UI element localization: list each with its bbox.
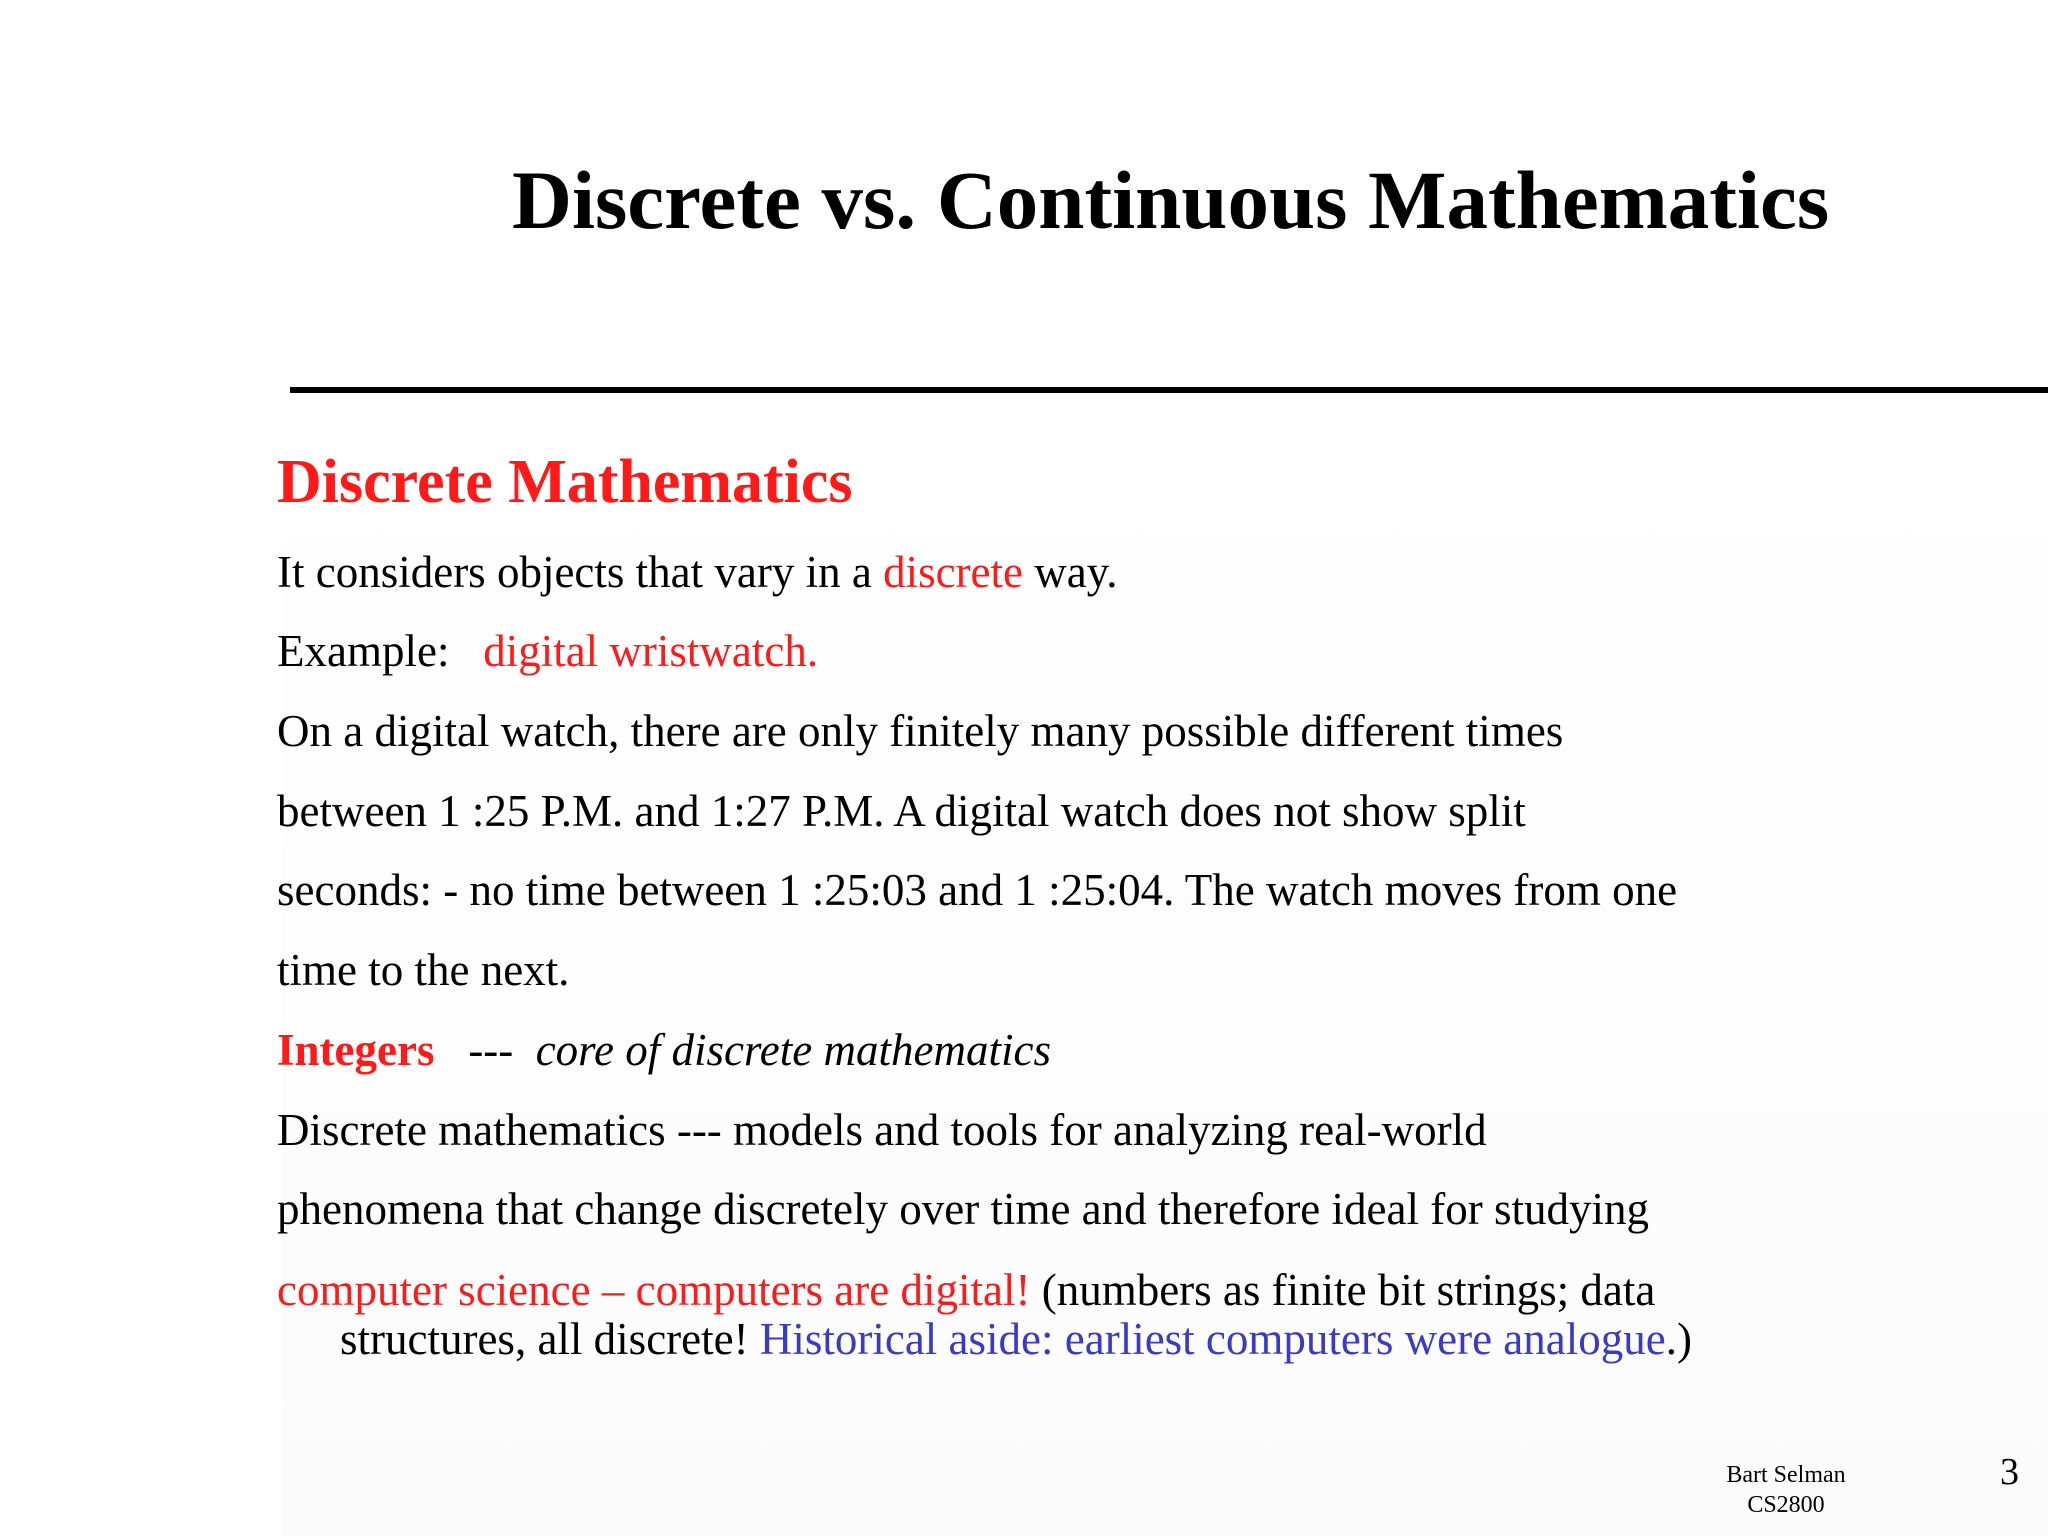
section-heading: Discrete Mathematics [277, 448, 853, 516]
example-label: Example: [277, 626, 484, 676]
body-line-7 [277, 1022, 1051, 1078]
body-line-1 [277, 544, 1118, 600]
footer-author: Bart Selman [1726, 1462, 1846, 1488]
line1-text: It considers objects that vary in a [277, 547, 884, 597]
page-number: 3 [2000, 1451, 2019, 1493]
line1-end: way. [1023, 547, 1118, 597]
line10-end: (numbers as finite bit strings; data [1030, 1265, 1656, 1315]
footer-course: CS2800 [1747, 1492, 1825, 1518]
integers-description: core of discrete mathematics [535, 1025, 1051, 1075]
historical-aside: Historical aside: earliest computers were analogue [759, 1314, 1666, 1364]
line11-end: .) [1665, 1314, 1692, 1364]
body-line-4: between 1 :25 P.M. and 1:27 P.M. A digital watch does not show split [277, 786, 1526, 836]
slide-title: Discrete vs. Continuous Mathematics [512, 154, 1830, 246]
body-line-3: On a digital watch, there are only finitely many possible different times [277, 706, 1564, 756]
body-line-5: seconds: - no time between 1 :25:03 and 1 :25:04. The watch moves from one [277, 865, 1678, 915]
example-highlight: digital wristwatch. [483, 626, 819, 676]
title-divider [290, 387, 2048, 393]
integers-highlight: Integers [277, 1025, 435, 1075]
line11-start: structures, all discrete! [340, 1314, 760, 1364]
body-line-8: Discrete mathematics --- models and tools for analyzing real-world [277, 1105, 1487, 1155]
body-line-10 [277, 1262, 1655, 1318]
discrete-highlight: discrete [883, 547, 1023, 597]
integers-dashes: --- [434, 1025, 536, 1075]
footer-credit [1700, 1460, 1872, 1520]
body-line-2 [277, 623, 818, 679]
computer-science-highlight: computer science – computers are digital! [277, 1265, 1031, 1315]
body-line-6: time to the next. [277, 945, 570, 995]
body-line-9: phenomena that change discretely over time and therefore ideal for studying [277, 1184, 1649, 1234]
body-line-11 [340, 1311, 1692, 1367]
